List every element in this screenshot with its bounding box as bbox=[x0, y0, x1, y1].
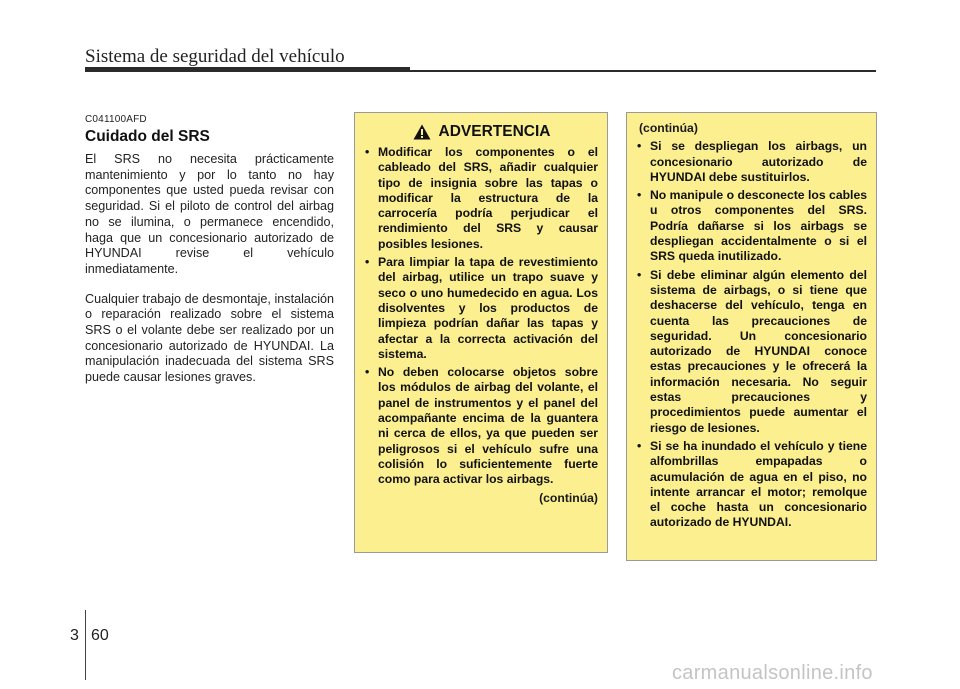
warning-item: • No deben colocarse objetos sobre los módulos de airbag del volante, el panel de instrumentos y el panel del acompañante encima de la guantera ni cerca de ellos, ya que pueden ser peligrosos si el vehículo sufre una colisión lo suficientemente fuerte como para activar los airbags. bbox=[365, 365, 598, 487]
warning-heading bbox=[365, 123, 598, 141]
warning-list-right bbox=[637, 139, 867, 530]
body-text-column bbox=[85, 152, 334, 400]
section-code: C041100AFD bbox=[85, 114, 147, 125]
watermark: carmanualsonline.info bbox=[672, 662, 873, 684]
warning-item: • No manipule o desconecte los cables u otros componentes del SRS. Podría dañarse si los airbags se despliegan accidentalmente o si el SRS queda inutilizado. bbox=[637, 188, 867, 264]
warning-item: • Si se despliegan los airbags, un concesionario autorizado de HYUNDAI debe sustituirlos. bbox=[637, 139, 867, 185]
warning-item: • Modificar los componentes o el cableado del SRS, añadir cualquier tipo de insignia sobre las tapas o modificar la estructura de la carrocería podría perjudicar el rendimiento del SRS y causar posibles lesiones. bbox=[365, 145, 598, 252]
header-rule-thin bbox=[410, 70, 876, 72]
warning-heading-text: ADVERTENCIA bbox=[438, 123, 551, 140]
warning-box-right bbox=[626, 112, 877, 561]
page-number: 60 bbox=[91, 627, 109, 644]
header-rule-thick bbox=[85, 67, 410, 72]
warning-triangle-icon bbox=[413, 124, 431, 140]
warning-item: • Para limpiar la tapa de revestimiento del airbag, utilice un trapo suave y seco o uno humedecido en agua. Los disolventes y los productos de limpieza podrían dañar las tapas y afectar a la correcta activación del sistema. bbox=[365, 255, 598, 362]
section-title: Cuidado del SRS bbox=[85, 128, 210, 145]
page-number-separator bbox=[85, 610, 86, 680]
body-paragraph: El SRS no necesita prácticamente mantenimiento y por lo tanto no hay componentes que usted pueda revisar con seguridad. Si el piloto de control del airbag no se ilumina, o permanece encendido, haga que un concesionario autorizado de HYUNDAI revise el vehículo inmediatamente. bbox=[85, 152, 334, 276]
page-header-title: Sistema de seguridad del vehículo bbox=[85, 46, 345, 67]
continued-label: (continúa) bbox=[639, 121, 698, 135]
chapter-number: 3 bbox=[70, 627, 79, 644]
warning-list-left bbox=[365, 145, 598, 488]
continues-label: (continúa) bbox=[539, 490, 598, 505]
body-paragraph: Cualquier trabajo de desmontaje, instalación o reparación realizado sobre el sistema SRS o el volante debe ser realizado por un concesionario autorizado de HYUNDAI. La manipulación inadecuada del sistema SRS puede causar lesiones graves. bbox=[85, 291, 334, 385]
warning-item: • Si se ha inundado el vehículo y tiene alfombrillas empapadas o acumulación de agua en el piso, no intente arrancar el motor; remolque el coche hasta un concesionario autorizado de HYUNDAI. bbox=[637, 439, 867, 531]
warning-item: • Si debe eliminar algún elemento del sistema de airbags, o si tiene que deshacerse del vehículo, tenga en cuenta las precauciones de seguridad. Un concesionario autorizado de HYUNDAI conoce estas precauciones y le ofrecerá la información necesaria. No seguir estas precauciones y procedimientos puede aumentar el riesgo de lesiones. bbox=[637, 268, 867, 436]
warning-box-left bbox=[354, 112, 608, 553]
